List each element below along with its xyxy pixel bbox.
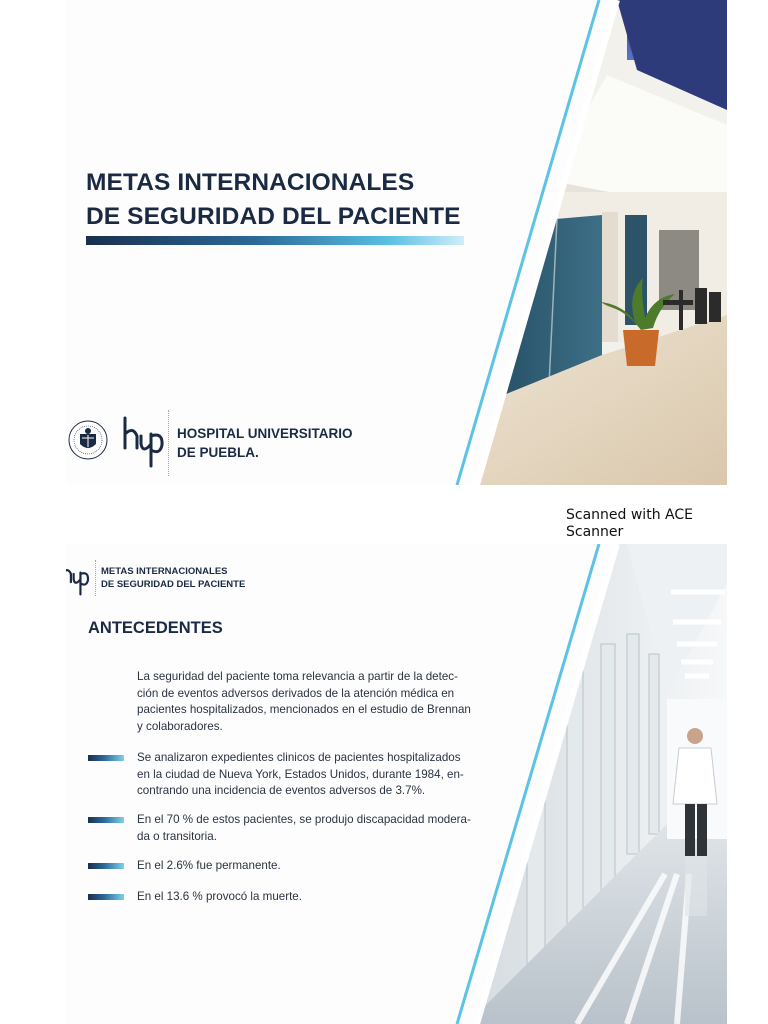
scanner-watermark: Scanned with ACE Scanner <box>566 507 693 540</box>
intro-paragraph: La seguridad del paciente toma relevancia a partir de la detec- ción de eventos adversos derivados de la atención médica en pacientes hospitalizados, mencionados en el estudio de Brennan y colaboradores. <box>137 670 471 733</box>
hospital-name <box>177 424 353 462</box>
bullet-text: En el 13.6 % provocó la muerte. <box>137 890 302 903</box>
slide-antecedentes <box>66 544 727 1024</box>
cover-title-line-2: DE SEGURIDAD DEL PACIENTE <box>86 203 461 230</box>
bullet-marker-icon <box>88 863 124 869</box>
bullet-text: En el 70 % de estos pacientes, se produjo discapacidad modera- da o transitoria. <box>137 813 471 843</box>
bullet-text: Se analizaron expedientes clinicos de pacientes hospitalizados en la ciudad de Nueva York, Estados Unidos, durante 1984, en- contrando una incidencia de eventos adversos de 3.7%. <box>137 751 464 797</box>
hospital-terrace-photo <box>427 0 727 485</box>
slide-header-line-2: DE SEGURIDAD DEL PACIENTE <box>101 579 246 590</box>
cover-title <box>86 166 461 234</box>
hup-logo-small-icon <box>66 560 90 596</box>
logo-separator <box>168 410 169 476</box>
bullet-marker-icon <box>88 755 124 761</box>
slide-header-line-1: METAS INTERNACIONALES <box>101 566 228 577</box>
slide-cover <box>66 0 727 485</box>
bullet-text: En el 2.6% fue permanente. <box>137 859 281 872</box>
cover-title-line-1: METAS INTERNACIONALES <box>86 169 415 196</box>
bullet-marker-icon <box>88 894 124 900</box>
title-underline-bar <box>86 236 464 245</box>
university-seal-icon <box>68 420 108 460</box>
hospital-name-line-2: DE PUEBLA. <box>177 445 259 460</box>
header-separator <box>95 560 96 596</box>
hup-logo-icon <box>121 416 165 468</box>
slide-header <box>101 565 245 591</box>
hospital-name-line-1: HOSPITAL UNIVERSITARIO <box>177 426 353 441</box>
section-title: ANTECEDENTES <box>88 619 223 637</box>
bullet-marker-icon <box>88 817 124 823</box>
